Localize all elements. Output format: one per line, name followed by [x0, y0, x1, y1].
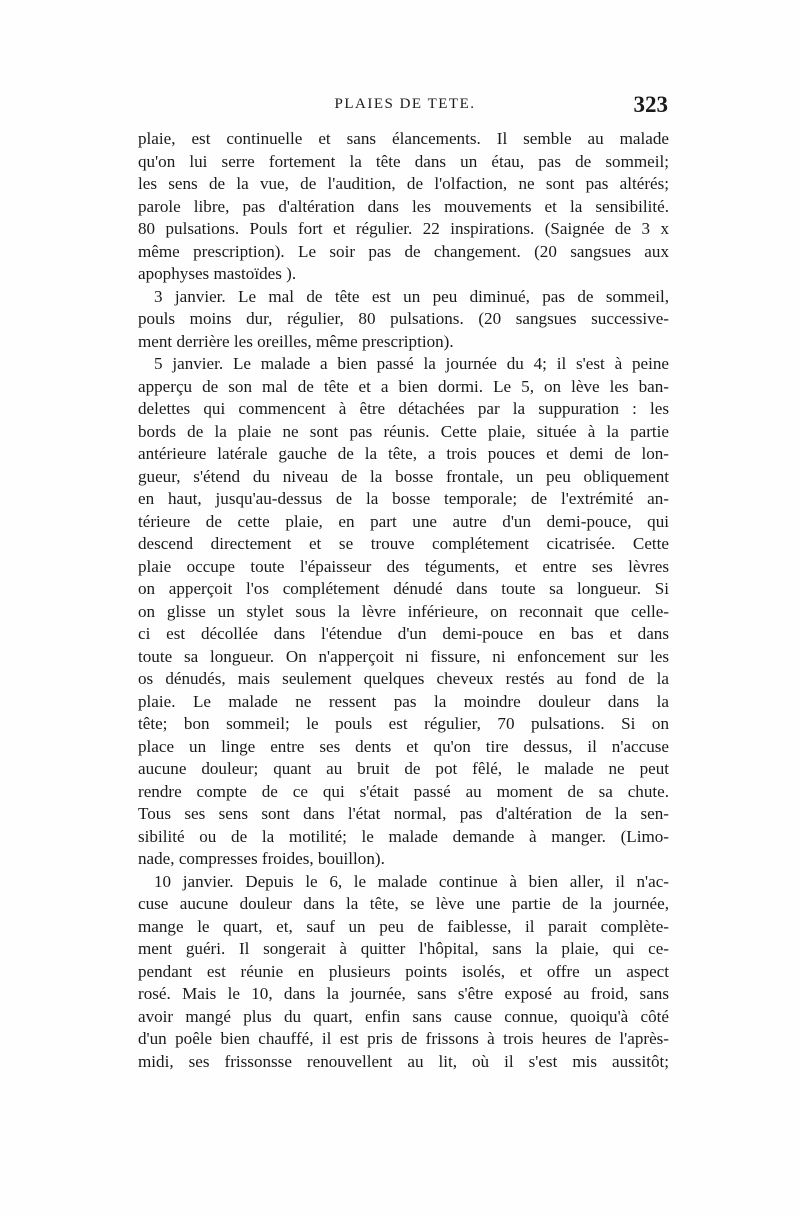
text-line: plaie occupe toute l'épaisseur des téguments, et entre ses lèvres: [138, 556, 669, 576]
text-line: cuse aucune douleur dans la tête, se lève une partie de la journée,: [138, 894, 669, 913]
text-line: avoir mangé plus du quart, enfin sans cause connue, quoiqu'à côté: [138, 1006, 669, 1026]
text-line: 3 janvier. Le mal de tête est un peu diminué, pas de sommeil,: [154, 286, 669, 306]
text-line: gueur, s'étend du niveau de la bosse frontale, un peu obliquement: [138, 466, 669, 486]
text-line: on glisse un stylet sous la lèvre inférieure, on reconnait que celle-: [138, 601, 669, 621]
text-line: os dénudés, mais seulement quelques cheveux restés au fond de la: [138, 669, 669, 688]
text-line: parole libre, pas d'altération dans les mouvements et la sensibilité.: [138, 196, 669, 216]
running-title: PLAIES DE TETE.: [334, 96, 476, 112]
text-line: toute sa longueur. On n'apperçoit ni fissure, ni enfoncement sur les: [138, 646, 669, 666]
text-line: même prescription). Le soir pas de changement. (20 sangsues aux: [138, 241, 669, 261]
page-number: 323: [633, 92, 668, 117]
running-header: [140, 92, 670, 122]
text-line: delettes qui commencent à être détachées par la suppuration : les: [138, 399, 669, 418]
text-line: 10 janvier. Depuis le 6, le malade continue à bien aller, il n'ac-: [154, 871, 669, 891]
text-line: descend directement et se trouve complétement cicatrisée. Cette: [138, 534, 669, 553]
text-line: aucune douleur; quant au bruit de pot fêlé, le malade ne peut: [138, 759, 669, 778]
text-line: ment guéri. Il songerait à quitter l'hôpital, sans la plaie, qui ce-: [138, 939, 669, 958]
text-line: plaie. Le malade ne ressent pas la moindre douleur dans la: [138, 691, 669, 711]
text-line: mange le quart, et, sauf un peu de faiblesse, il parait complète-: [138, 916, 669, 936]
text-line: rendre compte de ce qui s'était passé au moment de sa chute.: [138, 781, 669, 801]
text-line: ci est décollée dans l'étendue d'un demi-pouce en bas et dans: [138, 624, 669, 643]
text-line: qu'on lui serre fortement la tête dans un étau, pas de sommeil;: [138, 151, 669, 171]
text-line: les sens de la vue, de l'audition, de l'olfaction, ne sont pas altérés;: [138, 174, 669, 193]
text-line: nade, compresses froides, bouillon).: [138, 849, 385, 868]
text-line: on apperçoit l'os complétement dénudé dans toute sa longueur. Si: [138, 579, 669, 598]
text-line: 80 pulsations. Pouls fort et régulier. 22 inspirations. (Saignée de 3 x: [138, 219, 669, 238]
text-line: tête; bon sommeil; le pouls est régulier, 70 pulsations. Si on: [138, 714, 669, 733]
text-line: térieure de cette plaie, en part une autre d'un demi-pouce, qui: [138, 511, 669, 531]
text-line: apperçu de son mal de tête et a bien dormi. Le 5, on lève les ban-: [138, 376, 669, 396]
text-line: 5 janvier. Le malade a bien passé la journée du 4; il s'est à peine: [154, 354, 669, 373]
text-line: rosé. Mais le 10, dans la journée, sans s'être exposé au froid, sans: [138, 984, 669, 1003]
text-line: pendant est réunie en plusieurs points isolés, et offre un aspect: [138, 961, 669, 981]
text-line: antérieure latérale gauche de la tête, a trois pouces et demi de lon-: [138, 444, 669, 463]
text-line: plaie, est continuelle et sans élancements. Il semble au malade: [138, 129, 669, 148]
text-line: bords de la plaie ne sont pas réunis. Cette plaie, située à la partie: [138, 421, 669, 441]
text-line: pouls moins dur, régulier, 80 pulsations. (20 sangsues successive-: [138, 309, 669, 328]
text-line: en haut, jusqu'au-dessus de la bosse temporale; de l'extrémité an-: [138, 489, 669, 508]
text-line: apophyses mastoïdes ).: [138, 264, 297, 283]
text-line: Tous ses sens sont dans l'état normal, pas d'altération de la sen-: [138, 804, 669, 823]
text-line: ment derrière les oreilles, même prescription).: [138, 331, 454, 351]
text-line: place un linge entre ses dents et qu'on tire dessus, il n'accuse: [138, 736, 669, 756]
text-line: d'un poêle bien chauffé, il est pris de frissons à trois heures de l'après-: [138, 1029, 669, 1048]
text-line: midi, ses frissonsse renouvellent au lit, où il s'est mis aussitôt;: [138, 1051, 669, 1071]
body-text: [138, 128, 669, 1073]
text-line: sibilité ou de la motilité; le malade demande à manger. (Limo-: [138, 826, 669, 846]
